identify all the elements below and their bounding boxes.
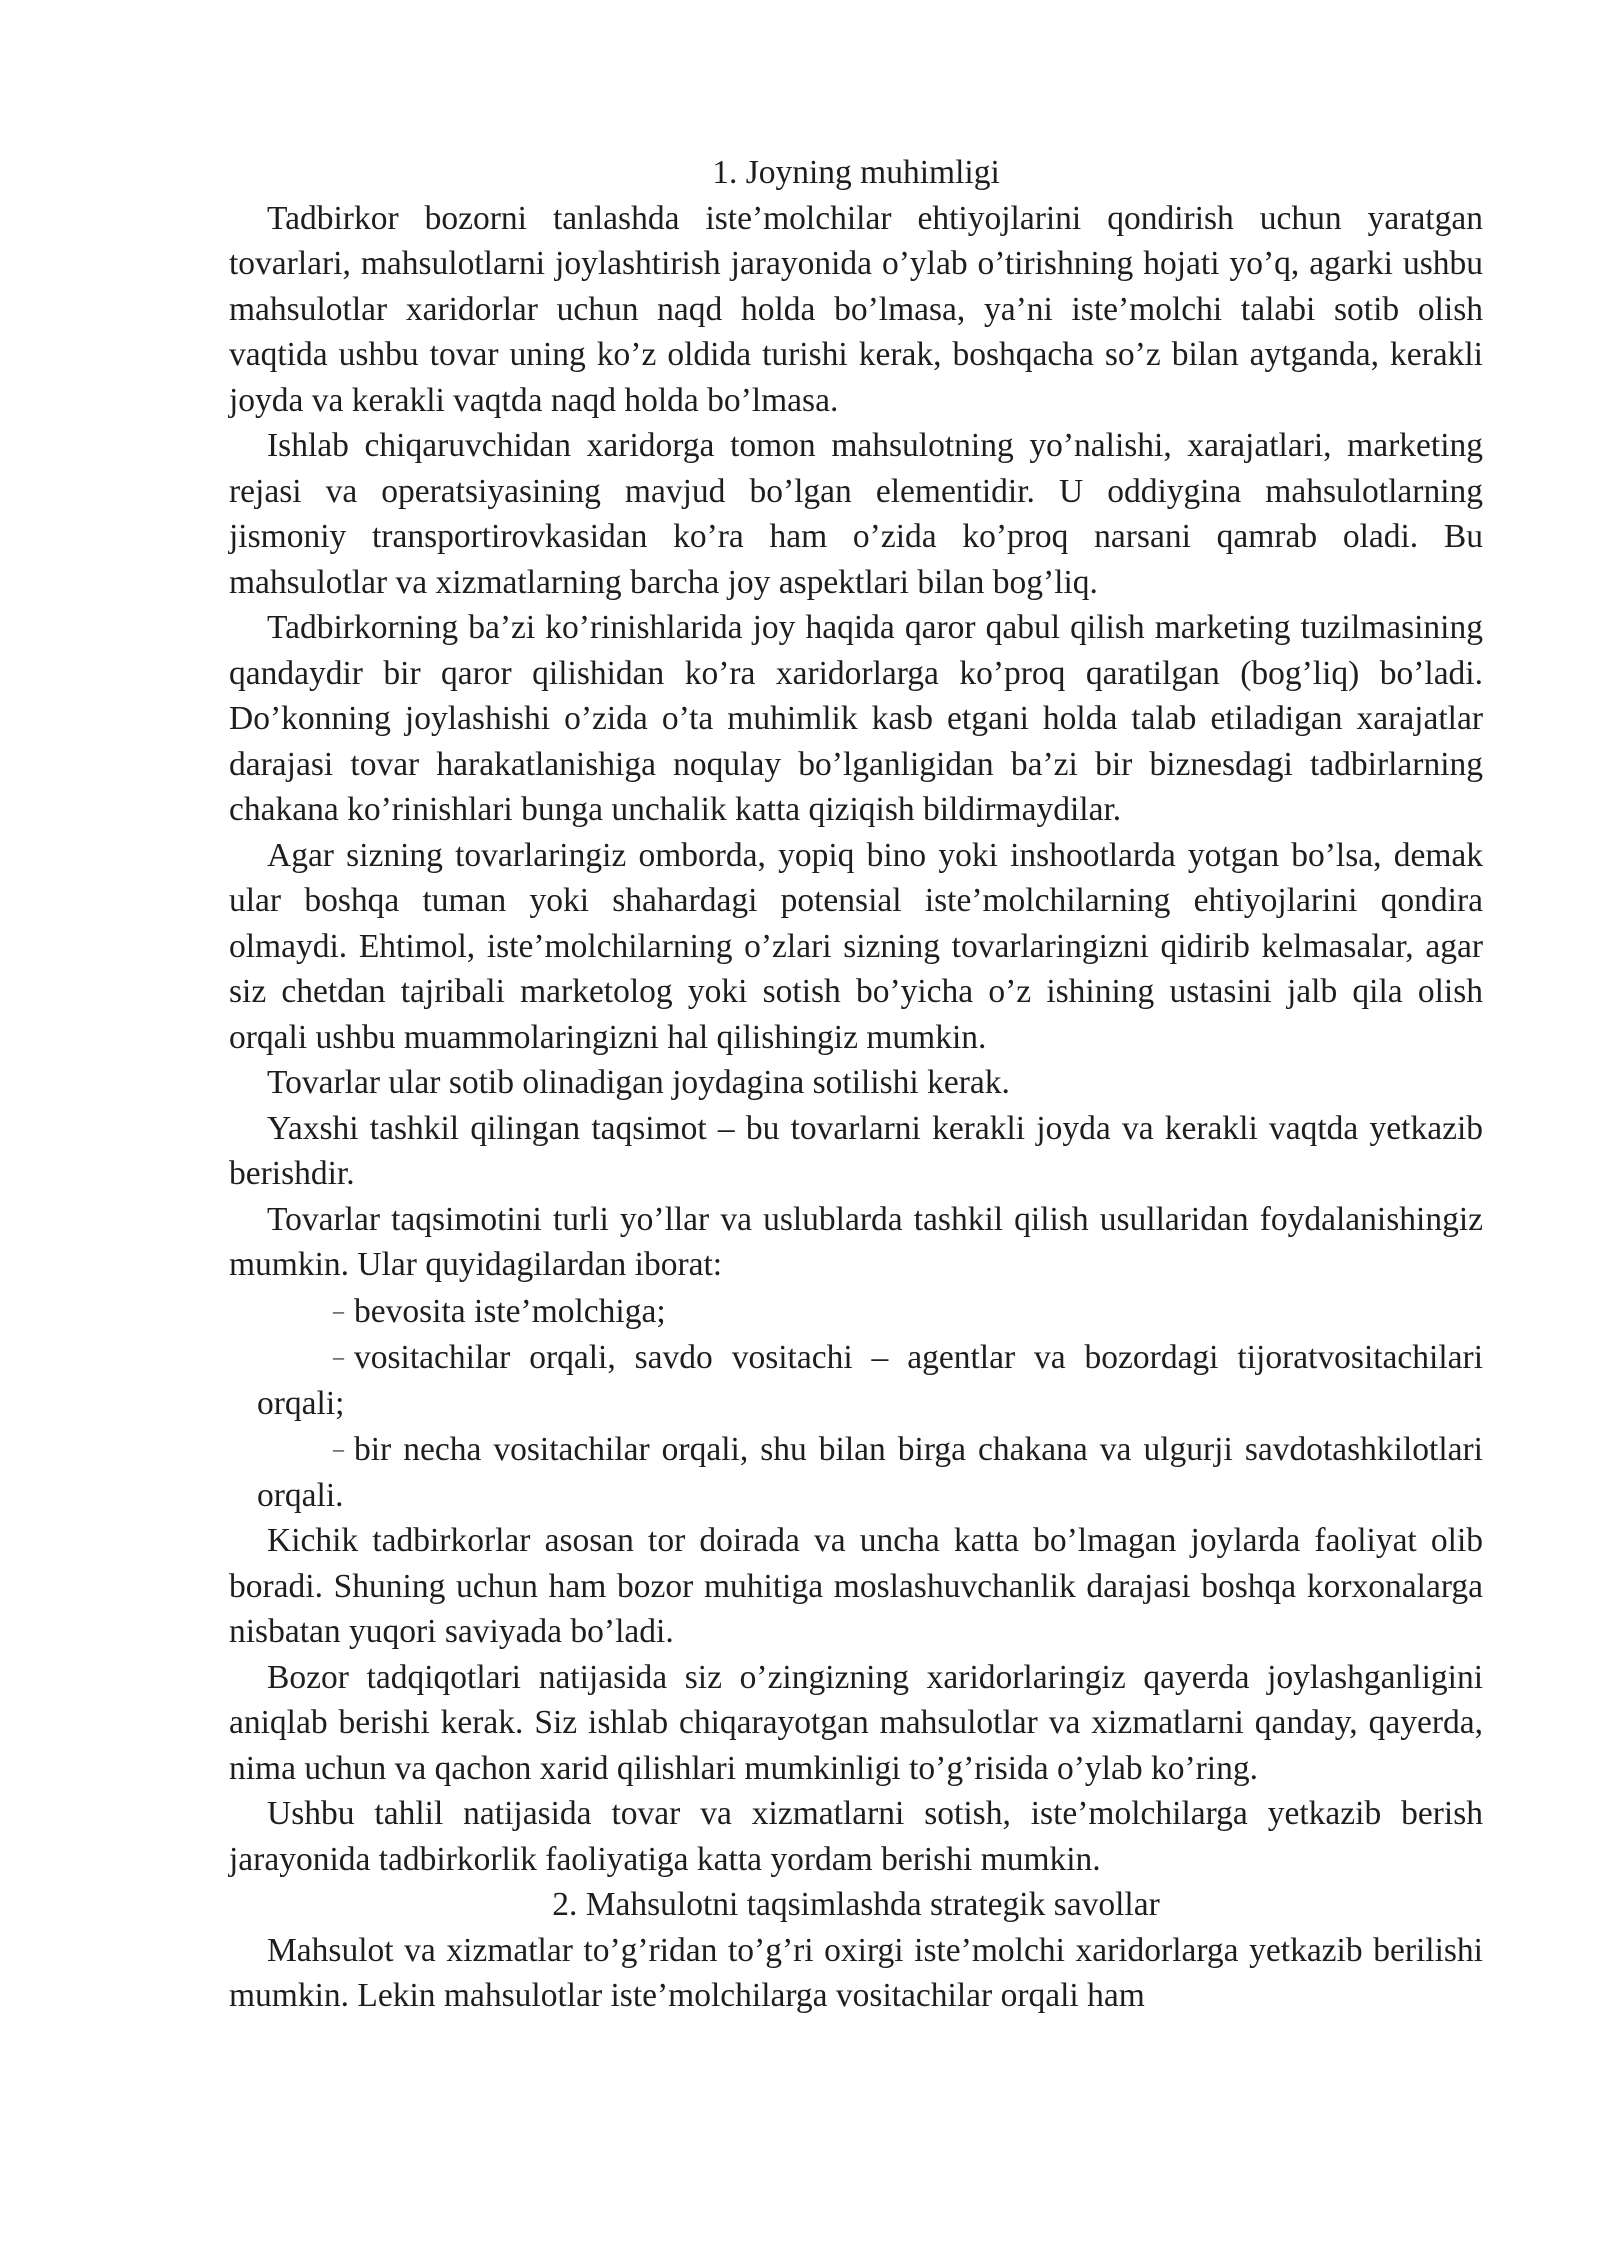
paragraph: Ushbu tahlil natijasida tovar va xizmatlarni sotish, iste’molchilarga yetkazib berish jarayonida tadbirkorlik faoliyatiga katta yordam berishi mumkin. <box>229 1795 1483 1878</box>
distribution-methods-list <box>229 1288 1483 1519</box>
paragraph: Ishlab chiqaruvchidan xaridorga tomon mahsulotning yo’nalishi, xarajatlari, marketing rejasi va operatsiyasining mavjud bo’lgan elementidir. U oddiygina mahsulotlarning jismoniy transportirovkasidan ko’ra ham o’zida ko’proq narsani qamrab oladi. Bu mahsulotlar va xizmatlarning barcha joy aspektlari bilan bog’liq. <box>229 427 1483 601</box>
paragraph: Tovarlar taqsimotini turli yo’llar va uslublarda tashkil qilish usullaridan foydalanishingiz mumkin. Ular quyidagilardan iborat: <box>229 1200 1483 1283</box>
document-page <box>229 150 1483 2019</box>
paragraph: Mahsulot va xizmatlar to’g’ridan to’g’ri oxirgi iste’molchi xaridorlarga yetkazib berilishi mumkin. Lekin mahsulotlar iste’molchilarga vositachilar orqali ham <box>229 1931 1483 2014</box>
paragraph: Tadbirkorning ba’zi ko’rinishlarida joy haqida qaror qabul qilish marketing tuzilmasining qandaydir bir qaror qilishidan ko’ra xaridorlarga ko’proq qaratilgan (bog’liq) bo’ladi. Do’konning joylashishi o’zida o’ta muhimlik kasb etgani holda talab etiladigan xarajatlar darajasi tovar harakatlanishiga noqulay bo’lganligidan ba’zi bir biznesdagi tadbirlarning chakana ko’rinishlari bunga unchalik katta qiziqish bildirmaydilar. <box>229 609 1483 828</box>
list-item <box>257 1426 1483 1518</box>
list-item-text: bevosita iste’molchiga; <box>354 1292 666 1330</box>
paragraph: Tadbirkor bozorni tanlashda iste’molchilar ehtiyojlarini qondirish uchun yaratgan tovarlari, mahsulotlarni joylashtirish jarayonida o’ylab o’tirishning hojati yo’q, agarki ushbu mahsulotlar xaridorlar uchun naqd holda bo’lmasa, ya’ni iste’molchi talabi sotib olish vaqtida ushbu tovar uning ko’z oldida turishi kerak, boshqacha so’z bilan aytganda, kerakli joyda va kerakli vaqtda naqd holda bo’lmasa. <box>229 199 1483 419</box>
list-item-text: vositachilar orqali, savdo vositachi – agentlar va bozordagi tijoratvositachilari orqali; <box>257 1339 1483 1422</box>
paragraph: Agar sizning tovarlaringiz omborda, yopiq bino yoki inshootlarda yotgan bo’lsa, demak ular boshqa tuman yoki shahardagi potensial iste’molchilarning ehtiyojlarini qondira olmaydi. Ehtimol, iste’molchilarning o’zlari sizning tovarlaringizni qidirib kelmasalar, agar siz chetdan tajribali marketolog yoki sotish bo’yicha o’z ishining ustasini jalb qila olish orqali ushbu muammolaringizni hal qilishingiz mumkin. <box>229 836 1483 1056</box>
paragraph: Yaxshi tashkil qilingan taqsimot – bu tovarlarni kerakli joyda va kerakli vaqtda yetkazib berishdir. <box>229 1109 1483 1192</box>
paragraph: Kichik tadbirkorlar asosan tor doirada va uncha katta bo’lmagan joylarda faoliyat olib boradi. Shuning uchun ham bozor muhitiga moslashuvchanlik darajasi boshqa korxonalarga nisbatan yuqori saviyada bo’ladi. <box>229 1522 1483 1650</box>
list-dash: – <box>333 1344 344 1369</box>
paragraph: Bozor tadqiqotlari natijasida siz o’zingizning xaridorlaringiz qayerda joylashganligini aniqlab berishi kerak. Siz ishlab chiqarayotgan mahsulotlar va xizmatlarni qanday, qayerda, nima uchun va qachon xarid qilishlari mumkinligi to’g’risida o’ylab ko’ring. <box>229 1658 1483 1787</box>
section-heading-strategy: 2. Mahsulotni taqsimlashda strategik savollar <box>552 1886 1160 1923</box>
section-heading-joy: 1. Joyning muhimligi <box>712 154 1000 191</box>
list-dash: – <box>333 1297 344 1323</box>
paragraph: Tovarlar ular sotib olinadigan joydagina sotilishi kerak. <box>267 1064 1010 1101</box>
list-dash: – <box>333 1436 344 1461</box>
list-item-text: bir necha vositachilar orqali, shu bilan birga chakana va ulgurji savdotashkilotlari orqali. <box>257 1431 1483 1514</box>
list-item <box>257 1288 1483 1335</box>
list-item <box>257 1334 1483 1426</box>
